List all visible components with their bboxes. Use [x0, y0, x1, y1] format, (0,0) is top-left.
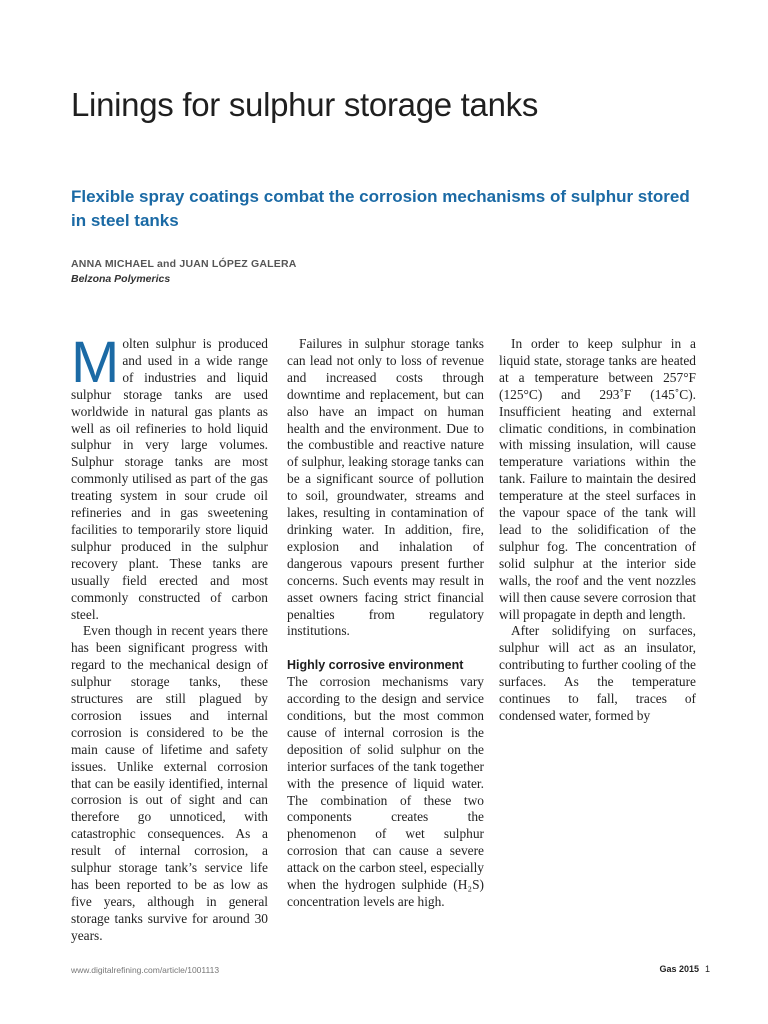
paragraph-intro-text: olten sulphur is produced and used in a wide range of industries and liquid sulphur storage tanks are used worldwide in natural gas plants as well as oil refineries to hold liquid sulphur in very large volumes. Sulphur storage tanks are most commonly utilised as part of the gas treating system in sour crude oil refineries and in gas sweetening facilities to temporarily store liquid sulphur produced in the sulphur recovery plant. These tanks are usually field erected and most commonly constructed of carbon steel. [71, 336, 268, 622]
paragraph: Even though in recent years there has been significant progress with regard to the mechanical design of sulphur storage tanks, these structures are still plagued by corrosion issues and internal corrosion is considered to be the main cause of lifetime and safety issues. Unlike external corrosion that can be easily identified, internal corrosion is out of sight and can therefore go unnoticed, with catastrophic consequences. As a result of internal corrosion, a sulphur storage tank’s service life has been reported to be as low as five years, although in general storage tanks survive for around 30 years. [71, 623, 268, 943]
footer-issue: Gas 2015 [659, 964, 699, 974]
article-subtitle: Flexible spray coatings combat the corrosion mechanisms of sulphur stored in steel tanks [71, 187, 690, 230]
text-column-3 [499, 336, 696, 725]
article-title: Linings for sulphur storage tanks [71, 86, 539, 123]
article-authors: ANNA MICHAEL and JUAN LÓPEZ GALERA [71, 258, 297, 270]
author-affiliation: Belzona Polymerics [71, 273, 171, 285]
paragraph: The corrosion mechanisms vary according to the design and service conditions, but the most common cause of internal corrosion is the deposition of solid sulphur on the interior surfaces of the tank together with the presence of liquid water. The combination of these two components creates the phenomenon of wet sulphur corrosion that can cause a severe attack on the carbon steel, especially when the hydrogen sulphide (H₂S) concentration levels are high. [287, 674, 484, 909]
drop-cap: M [71, 330, 120, 395]
text-column-2 [287, 336, 484, 911]
paragraph: Failures in sulphur storage tanks can lead not only to loss of revenue and increased costs through downtime and replacement, but can also have an impact on human health and the environment. Due to the combustible and reactive nature of sulphur, leaking storage tanks can be a significant source of pollution to soil, groundwater, streams and lakes, resulting in contamination of drinking water. In addition, fire, explosion and inhalation of dangerous vapours present further concerns. Such events may result in asset owners facing strict financial penalties from regulatory institutions. [287, 336, 484, 639]
footer-url: www.digitalrefining.com/article/1001113 [71, 965, 220, 975]
footer-page-info [659, 964, 710, 974]
paragraph-intro [71, 330, 268, 623]
text-column-1 [71, 330, 268, 945]
paragraph: After solidifying on surfaces, sulphur will act as an insulator, contributing to further cooling of the surfaces. As the temperature continues to fall, traces of condensed water, formed by [499, 623, 696, 723]
section-heading: Highly corrosive environment [287, 658, 464, 673]
page-number: 1 [704, 964, 710, 974]
paragraph: In order to keep sulphur in a liquid state, storage tanks are heated at a temperature between 257°F (125°C) and 293˚F (145˚C). Insufficient heating and external climatic conditions, in combination with missing insulation, will cause temperature variations within the tank. Failure to maintain the desired temperature at the steel surfaces in the vapour space of the tank will lead to the solidification of the sulphur fog. The concentration of solid sulphur at the interior side walls, the roof and the vent nozzles will then cause severe corrosion that will propagate in depth and length. [499, 336, 696, 622]
